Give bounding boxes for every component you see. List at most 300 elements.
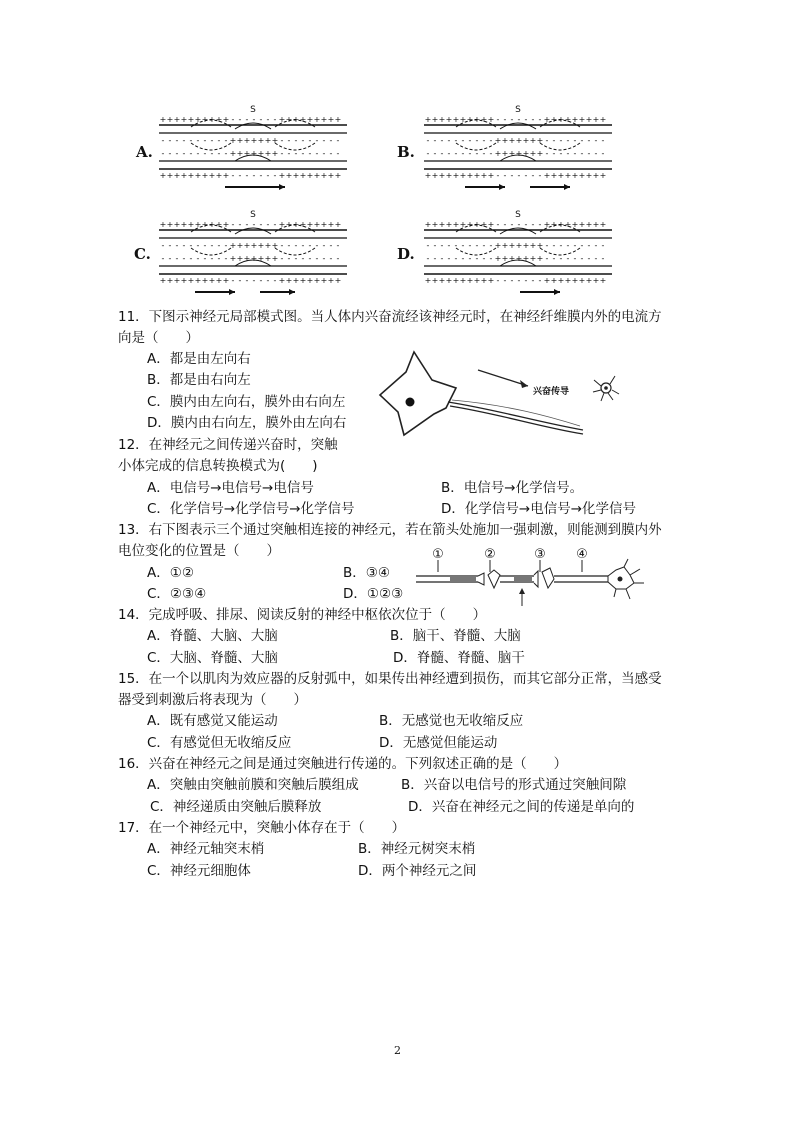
svg-text:-: - xyxy=(524,171,528,180)
q13-option-c: C．②③④ xyxy=(147,586,207,602)
svg-text:②: ② xyxy=(484,547,496,562)
svg-text:-: - xyxy=(496,220,500,229)
svg-text:-: - xyxy=(280,136,284,145)
svg-text:+: + xyxy=(557,276,565,285)
svg-text:+: + xyxy=(208,276,216,285)
marker-3 xyxy=(534,547,546,572)
svg-text:+: + xyxy=(515,149,523,158)
svg-text:-: - xyxy=(524,276,528,285)
q12-option-c: C．化学信号→化学信号→化学信号 xyxy=(147,501,355,517)
svg-text:+: + xyxy=(494,136,502,145)
svg-text:-: - xyxy=(545,136,549,145)
svg-text:-: - xyxy=(266,171,270,180)
svg-text:-: - xyxy=(566,241,570,250)
svg-text:-: - xyxy=(182,149,186,158)
svg-text:+: + xyxy=(452,171,460,180)
q13-option-a: A．①② xyxy=(147,565,194,581)
svg-text:-: - xyxy=(273,276,277,285)
svg-text:+: + xyxy=(278,220,286,229)
svg-text:-: - xyxy=(294,136,298,145)
neuron-nucleus xyxy=(406,398,415,407)
svg-text:-: - xyxy=(308,254,312,263)
svg-text:-: - xyxy=(294,254,298,263)
svg-text:-: - xyxy=(545,149,549,158)
neuron-axon xyxy=(448,402,583,430)
svg-text:+: + xyxy=(187,171,195,180)
neuron-3-cell-body xyxy=(608,559,644,599)
svg-text:+: + xyxy=(571,220,579,229)
svg-text:-: - xyxy=(475,254,479,263)
svg-text:-: - xyxy=(329,149,333,158)
svg-text:+: + xyxy=(480,171,488,180)
svg-text:+: + xyxy=(438,220,446,229)
svg-text:-: - xyxy=(189,149,193,158)
svg-text:+: + xyxy=(299,115,307,124)
svg-text:-: - xyxy=(587,254,591,263)
svg-text:+: + xyxy=(208,115,216,124)
svg-text:+: + xyxy=(194,115,202,124)
svg-text:-: - xyxy=(433,254,437,263)
svg-text:+: + xyxy=(159,115,167,124)
svg-text:+: + xyxy=(187,220,195,229)
svg-text:-: - xyxy=(336,149,340,158)
svg-text:+: + xyxy=(271,241,279,250)
svg-text:+: + xyxy=(292,276,300,285)
svg-text:+: + xyxy=(285,171,293,180)
marker-4 xyxy=(576,547,588,572)
svg-text:+: + xyxy=(529,254,537,263)
svg-text:+: + xyxy=(222,115,230,124)
svg-text:-: - xyxy=(440,241,444,250)
svg-text:-: - xyxy=(336,136,340,145)
svg-text:-: - xyxy=(433,149,437,158)
svg-text:-: - xyxy=(231,220,235,229)
svg-text:-: - xyxy=(245,220,249,229)
svg-text:-: - xyxy=(189,241,193,250)
svg-text:+: + xyxy=(194,171,202,180)
svg-text:-: - xyxy=(161,241,165,250)
q12-option-a: A．电信号→电信号→电信号 xyxy=(147,480,314,496)
svg-text:+: + xyxy=(243,136,251,145)
svg-text:-: - xyxy=(489,136,493,145)
svg-text:+: + xyxy=(334,220,342,229)
svg-text:+: + xyxy=(431,115,439,124)
svg-text:-: - xyxy=(196,254,200,263)
svg-text:-: - xyxy=(552,149,556,158)
neuron-figure xyxy=(368,350,626,440)
svg-text:-: - xyxy=(189,254,193,263)
svg-text:-: - xyxy=(182,136,186,145)
svg-text:+: + xyxy=(243,149,251,158)
svg-text:+: + xyxy=(173,115,181,124)
svg-text:-: - xyxy=(461,254,465,263)
svg-text:+: + xyxy=(550,220,558,229)
svg-text:+: + xyxy=(271,149,279,158)
svg-text:-: - xyxy=(559,136,563,145)
svg-text:+: + xyxy=(334,276,342,285)
q14-option-d: D．脊髓、脊髓、脑干 xyxy=(393,650,525,666)
svg-text:-: - xyxy=(594,149,598,158)
svg-text:-: - xyxy=(273,115,277,124)
svg-text:+: + xyxy=(599,171,607,180)
q13-option-d: D．①②③ xyxy=(343,586,404,602)
svg-text:-: - xyxy=(524,220,528,229)
svg-text:-: - xyxy=(510,276,514,285)
svg-text:+: + xyxy=(452,115,460,124)
svg-text:-: - xyxy=(426,136,430,145)
svg-text:+: + xyxy=(550,115,558,124)
svg-text:-: - xyxy=(231,276,235,285)
svg-text:+: + xyxy=(208,171,216,180)
svg-text:-: - xyxy=(266,220,270,229)
svg-text:-: - xyxy=(538,276,542,285)
svg-text:-: - xyxy=(315,254,319,263)
svg-text:-: - xyxy=(433,241,437,250)
svg-text:+: + xyxy=(599,276,607,285)
svg-text:+: + xyxy=(222,171,230,180)
svg-text:+: + xyxy=(466,220,474,229)
svg-text:-: - xyxy=(545,241,549,250)
svg-text:-: - xyxy=(287,254,291,263)
q16-stem: 16．兴奋在神经元之间是通过突触进行传递的。下列叙述正确的是（ ） xyxy=(118,756,568,772)
svg-text:+: + xyxy=(306,115,314,124)
svg-text:+: + xyxy=(557,115,565,124)
svg-text:①: ① xyxy=(432,547,444,562)
svg-text:-: - xyxy=(182,254,186,263)
svg-text:+: + xyxy=(543,276,551,285)
conduction-arrow xyxy=(478,370,528,386)
svg-text:-: - xyxy=(461,241,465,250)
svg-text:-: - xyxy=(231,171,235,180)
svg-text:-: - xyxy=(552,241,556,250)
svg-text:-: - xyxy=(482,241,486,250)
svg-text:+: + xyxy=(236,136,244,145)
svg-text:+: + xyxy=(194,276,202,285)
svg-text:+: + xyxy=(564,220,572,229)
svg-text:-: - xyxy=(287,136,291,145)
svg-text:+: + xyxy=(508,254,516,263)
svg-text:+: + xyxy=(166,115,174,124)
svg-text:-: - xyxy=(336,241,340,250)
svg-text:-: - xyxy=(315,136,319,145)
svg-text:-: - xyxy=(168,149,172,158)
svg-text:-: - xyxy=(538,171,542,180)
svg-text:+: + xyxy=(522,149,530,158)
svg-text:+: + xyxy=(173,276,181,285)
svg-text:-: - xyxy=(517,115,521,124)
svg-text:-: - xyxy=(475,241,479,250)
figure-option-label-a: A. xyxy=(136,143,153,161)
svg-text:+: + xyxy=(494,241,502,250)
svg-text:-: - xyxy=(252,171,256,180)
svg-text:-: - xyxy=(182,241,186,250)
svg-text:+: + xyxy=(508,241,516,250)
svg-text:+: + xyxy=(327,276,335,285)
svg-text:+: + xyxy=(585,171,593,180)
svg-text:-: - xyxy=(301,241,305,250)
svg-text:-: - xyxy=(238,220,242,229)
svg-text:+: + xyxy=(285,276,293,285)
svg-text:+: + xyxy=(264,254,272,263)
svg-text:+: + xyxy=(166,220,174,229)
svg-text:-: - xyxy=(517,171,521,180)
svg-text:-: - xyxy=(210,149,214,158)
svg-text:+: + xyxy=(452,220,460,229)
svg-text:+: + xyxy=(522,254,530,263)
svg-text:+: + xyxy=(250,149,258,158)
svg-text:-: - xyxy=(273,220,277,229)
svg-text:+: + xyxy=(173,220,181,229)
svg-text:-: - xyxy=(559,254,563,263)
svg-text:+: + xyxy=(473,276,481,285)
svg-text:-: - xyxy=(175,241,179,250)
svg-text:+: + xyxy=(473,171,481,180)
svg-text:-: - xyxy=(329,241,333,250)
svg-text:-: - xyxy=(259,115,263,124)
q14-stem: 14．完成呼吸、排尿、阅读反射的神经中枢依次位于（ ） xyxy=(118,607,487,623)
q17-stem: 17．在一个神经元中，突触小体存在于（ ） xyxy=(118,820,406,836)
q12-option-d: D．化学信号→电信号→化学信号 xyxy=(441,501,637,517)
svg-text:+: + xyxy=(599,115,607,124)
svg-text:-: - xyxy=(175,149,179,158)
svg-text:+: + xyxy=(180,220,188,229)
q14-option-c: C．大脑、脊髓、大脑 xyxy=(147,650,278,666)
membrane-current-diagram-c xyxy=(155,208,351,298)
q16-option-a: A．突触由突触前膜和突触后膜组成 xyxy=(147,777,359,793)
svg-text:+: + xyxy=(543,171,551,180)
svg-text:+: + xyxy=(480,276,488,285)
svg-text:+: + xyxy=(187,276,195,285)
stimulus-label: S xyxy=(250,105,256,115)
svg-text:+: + xyxy=(215,276,223,285)
svg-text:+: + xyxy=(445,276,453,285)
svg-text:-: - xyxy=(566,254,570,263)
svg-text:+: + xyxy=(445,171,453,180)
conduction-label: 兴奋传导 xyxy=(533,387,570,397)
marker-2 xyxy=(484,547,496,572)
svg-text:+: + xyxy=(215,171,223,180)
svg-text:-: - xyxy=(189,136,193,145)
svg-text:-: - xyxy=(531,276,535,285)
svg-text:-: - xyxy=(489,254,493,263)
svg-text:+: + xyxy=(257,149,265,158)
svg-text:-: - xyxy=(496,171,500,180)
svg-text:-: - xyxy=(280,254,284,263)
svg-text:-: - xyxy=(161,149,165,158)
svg-text:-: - xyxy=(559,149,563,158)
svg-text:-: - xyxy=(161,136,165,145)
svg-text:+: + xyxy=(243,241,251,250)
svg-text:+: + xyxy=(494,254,502,263)
svg-text:-: - xyxy=(426,149,430,158)
svg-text:-: - xyxy=(510,115,514,124)
svg-text:+: + xyxy=(599,220,607,229)
svg-text:+: + xyxy=(466,115,474,124)
svg-text:-: - xyxy=(224,254,228,263)
svg-text:+: + xyxy=(438,276,446,285)
svg-text:+: + xyxy=(473,220,481,229)
svg-text:-: - xyxy=(447,136,451,145)
svg-text:-: - xyxy=(426,254,430,263)
svg-text:-: - xyxy=(454,136,458,145)
svg-text:+: + xyxy=(424,220,432,229)
svg-text:-: - xyxy=(322,136,326,145)
page-number: 2 xyxy=(394,1044,401,1057)
svg-text:-: - xyxy=(203,149,207,158)
svg-text:+: + xyxy=(327,220,335,229)
svg-text:+: + xyxy=(564,276,572,285)
svg-text:+: + xyxy=(201,171,209,180)
q16-option-d: D．兴奋在神经元之间的传递是单向的 xyxy=(408,799,635,815)
svg-text:+: + xyxy=(536,149,544,158)
svg-text:+: + xyxy=(550,276,558,285)
svg-text:-: - xyxy=(203,241,207,250)
svg-text:+: + xyxy=(536,241,544,250)
svg-text:-: - xyxy=(503,115,507,124)
svg-text:③: ③ xyxy=(534,547,546,562)
svg-text:-: - xyxy=(461,136,465,145)
svg-text:+: + xyxy=(306,171,314,180)
svg-text:-: - xyxy=(273,171,277,180)
svg-text:-: - xyxy=(280,149,284,158)
svg-text:-: - xyxy=(259,220,263,229)
svg-text:-: - xyxy=(426,241,430,250)
svg-text:+: + xyxy=(515,241,523,250)
svg-text:+: + xyxy=(166,276,174,285)
svg-text:+: + xyxy=(585,276,593,285)
q15-option-d: D．无感觉但能运动 xyxy=(379,735,498,751)
svg-text:+: + xyxy=(320,115,328,124)
svg-text:-: - xyxy=(496,115,500,124)
svg-text:+: + xyxy=(487,115,495,124)
svg-text:-: - xyxy=(545,254,549,263)
svg-text:-: - xyxy=(468,254,472,263)
svg-text:-: - xyxy=(580,149,584,158)
svg-text:-: - xyxy=(294,241,298,250)
svg-text:+: + xyxy=(529,136,537,145)
q13-option-b: B．③④ xyxy=(343,565,390,581)
q15-option-a: A．既有感觉又能运动 xyxy=(147,713,278,729)
svg-text:-: - xyxy=(447,241,451,250)
svg-text:+: + xyxy=(320,220,328,229)
stimulus-arrow xyxy=(519,588,525,606)
svg-text:+: + xyxy=(592,171,600,180)
svg-text:-: - xyxy=(594,136,598,145)
svg-text:+: + xyxy=(424,276,432,285)
svg-text:+: + xyxy=(278,276,286,285)
svg-text:+: + xyxy=(578,276,586,285)
svg-text:+: + xyxy=(431,220,439,229)
svg-text:-: - xyxy=(259,171,263,180)
q17-option-d: D．两个神经元之间 xyxy=(358,863,477,879)
svg-text:+: + xyxy=(278,171,286,180)
q12-stem-line-1: 12．在神经元之间传递兴奋时，突触 xyxy=(118,437,338,453)
svg-text:-: - xyxy=(531,220,535,229)
svg-text:-: - xyxy=(210,254,214,263)
svg-text:+: + xyxy=(313,115,321,124)
svg-text:-: - xyxy=(210,136,214,145)
svg-text:+: + xyxy=(159,220,167,229)
svg-text:-: - xyxy=(217,254,221,263)
figure-option-label-c: C. xyxy=(134,245,151,263)
svg-text:+: + xyxy=(257,136,265,145)
svg-text:+: + xyxy=(229,241,237,250)
svg-text:-: - xyxy=(224,241,228,250)
svg-text:+: + xyxy=(557,171,565,180)
svg-text:-: - xyxy=(196,136,200,145)
svg-text:+: + xyxy=(529,241,537,250)
svg-text:-: - xyxy=(552,136,556,145)
svg-text:-: - xyxy=(196,149,200,158)
svg-text:+: + xyxy=(536,254,544,263)
svg-text:-: - xyxy=(329,254,333,263)
svg-text:-: - xyxy=(433,136,437,145)
svg-text:-: - xyxy=(294,149,298,158)
svg-text:+: + xyxy=(313,276,321,285)
svg-text:-: - xyxy=(454,241,458,250)
q14-option-b: B．脑干、脊髓、大脑 xyxy=(390,628,521,644)
stimulus-label: S xyxy=(515,210,521,220)
svg-text:+: + xyxy=(250,136,258,145)
svg-text:+: + xyxy=(173,171,181,180)
svg-text:-: - xyxy=(594,254,598,263)
svg-text:+: + xyxy=(459,171,467,180)
svg-text:-: - xyxy=(266,276,270,285)
svg-text:+: + xyxy=(271,136,279,145)
svg-text:+: + xyxy=(306,276,314,285)
svg-text:+: + xyxy=(264,136,272,145)
svg-text:-: - xyxy=(168,241,172,250)
svg-text:+: + xyxy=(522,241,530,250)
svg-text:-: - xyxy=(468,136,472,145)
svg-text:+: + xyxy=(529,149,537,158)
q11-stem-line-2: 向是（ ） xyxy=(118,330,199,346)
svg-text:-: - xyxy=(287,149,291,158)
svg-text:-: - xyxy=(587,136,591,145)
svg-text:+: + xyxy=(243,254,251,263)
svg-text:④: ④ xyxy=(576,547,588,562)
svg-text:-: - xyxy=(573,254,577,263)
svg-text:+: + xyxy=(445,115,453,124)
svg-text:-: - xyxy=(217,241,221,250)
svg-text:+: + xyxy=(508,136,516,145)
svg-text:+: + xyxy=(487,171,495,180)
svg-text:-: - xyxy=(168,254,172,263)
svg-text:+: + xyxy=(180,171,188,180)
svg-text:-: - xyxy=(468,241,472,250)
q11-stem-line-1: 11．下图示神经元局部模式图。当人体内兴奋流经该神经元时，在神经纤维膜内外的电流方 xyxy=(118,309,662,325)
q13-stem-line-1: 13．右下图表示三个通过突触相连接的神经元，若在箭头处施加一强刺激，则能测到膜内外 xyxy=(118,522,662,538)
q17-option-a: A．神经元轴突末梢 xyxy=(147,841,265,857)
svg-text:+: + xyxy=(285,115,293,124)
svg-text:-: - xyxy=(196,241,200,250)
svg-text:+: + xyxy=(292,220,300,229)
svg-text:-: - xyxy=(475,149,479,158)
svg-text:-: - xyxy=(580,136,584,145)
svg-text:-: - xyxy=(538,220,542,229)
svg-text:+: + xyxy=(299,171,307,180)
svg-text:+: + xyxy=(236,241,244,250)
svg-text:-: - xyxy=(510,171,514,180)
svg-text:+: + xyxy=(201,115,209,124)
svg-text:+: + xyxy=(180,115,188,124)
svg-text:+: + xyxy=(236,254,244,263)
svg-text:-: - xyxy=(531,115,535,124)
target-cell-icon xyxy=(593,376,619,401)
svg-text:-: - xyxy=(601,254,605,263)
svg-text:-: - xyxy=(601,241,605,250)
svg-text:+: + xyxy=(536,136,544,145)
